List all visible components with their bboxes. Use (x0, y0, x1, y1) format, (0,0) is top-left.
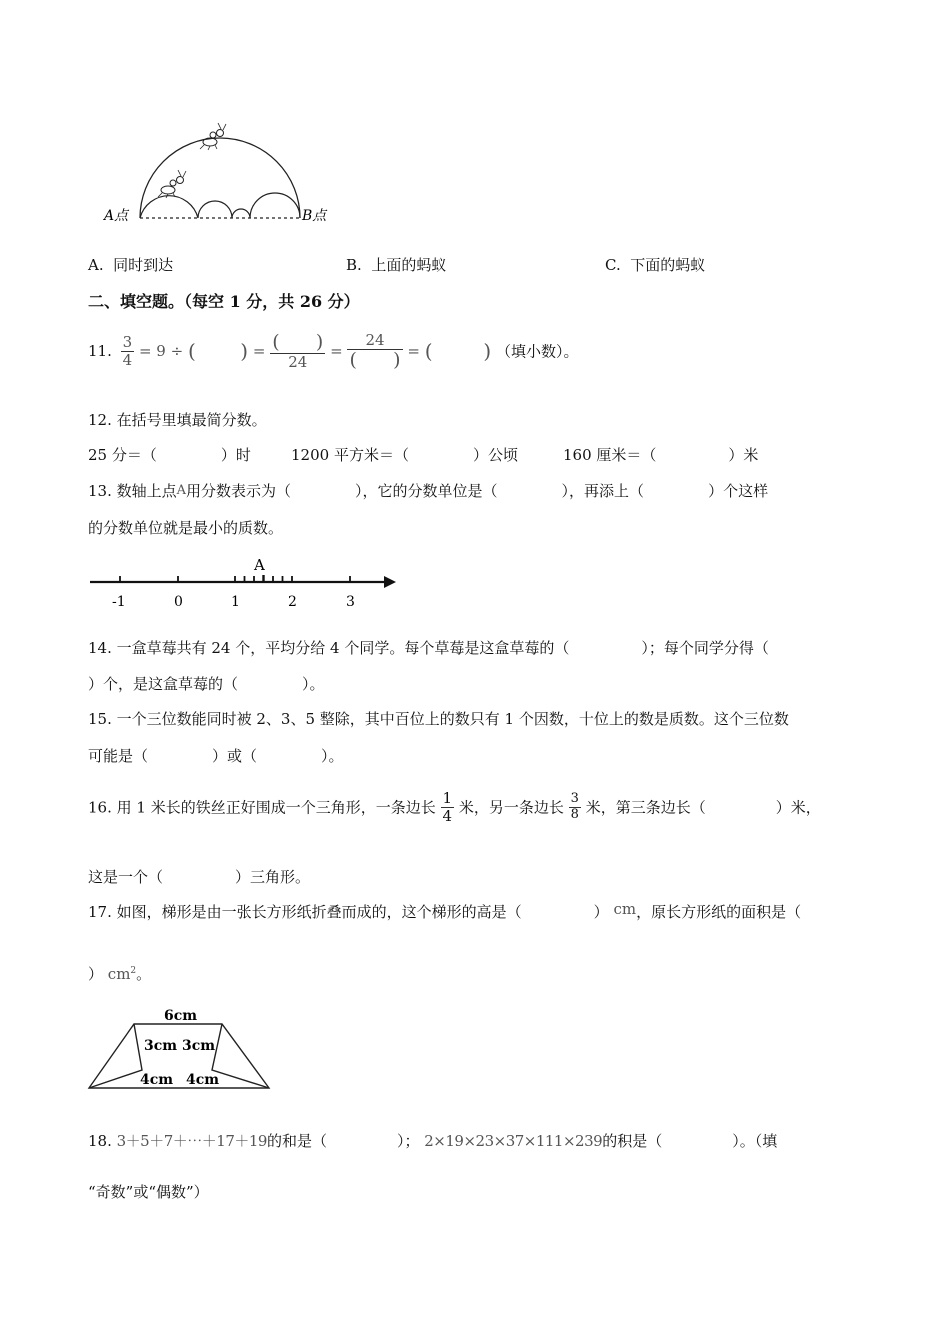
q11-fraction-24-blank: $\frac{24}{( )}$ (349, 331, 401, 371)
q18-line2: “奇数”或“偶数”） (88, 1183, 209, 1201)
q14-line2: ）个，是这盒草莓的（ ）。 (88, 675, 325, 693)
q17-line1: 17. 如图，梯形是由一张长方形纸折叠而成的，这个梯形的高是（ ） cm，原长方形纸的面积是（ (88, 900, 802, 921)
q11-blank-last[interactable]: ( ) (424, 339, 492, 364)
label-mid-left: 3cm (144, 1038, 178, 1054)
q13-line2: 的分数单位就是最小的质数。 (88, 519, 284, 537)
label-mid-right: 3cm (182, 1038, 216, 1054)
large-semicircle (140, 138, 300, 218)
number-line (88, 554, 408, 614)
q13-line1: 13. 数轴上点A用分数表示为（ ），它的分数单位是（ ），再添上（ ）个这样 (88, 482, 769, 500)
q11-suffix: （填小数）。 (495, 342, 579, 361)
q16-fraction-1-4: $\frac{1}{4}$ (442, 789, 453, 825)
label-top: 6cm (164, 1008, 198, 1024)
tick-label: 3 (346, 594, 355, 610)
q14-line1: 14. 一盒草莓共有 24 个，平均分给 4 个同学。每个草莓是这盒草莓的（ ）；每个同学分得（ (88, 639, 769, 657)
option-text: 同时到达 (113, 256, 174, 274)
q17-line2: ） $cm^2$。 (88, 965, 152, 983)
q11-eq2: = (252, 342, 266, 361)
q11-eq4: = (407, 342, 420, 361)
tick-label: 0 (174, 594, 183, 610)
option-text: 上面的蚂蚁 (371, 256, 447, 274)
right-fold (212, 1024, 269, 1088)
option-letter: C. (605, 256, 621, 274)
ant-top-icon (200, 123, 226, 150)
ant-semicircle-figure (100, 118, 340, 228)
q12-line2-b: 1200 平方米＝（ ）公顷 (291, 446, 518, 464)
option-letter: B. (346, 256, 362, 274)
q11-eq1: = 9 ÷ (138, 342, 184, 361)
q16-fraction-3-8: $\frac{3}{8}$ (570, 791, 579, 822)
option-text: 下面的蚂蚁 (630, 256, 706, 274)
option-b (346, 254, 446, 275)
tick-label: 1 (231, 594, 240, 610)
small-arc-3 (232, 209, 250, 218)
q12-title: 12. 在括号里填最简分数。 (88, 411, 267, 429)
option-letter: A. (88, 256, 104, 274)
folded-trapezoid-figure (86, 1004, 276, 1096)
q11-fraction-3-4: $\frac{3}{4}$ (122, 333, 133, 369)
ant-bottom-icon (158, 170, 186, 198)
label-bot-left: 4cm (140, 1072, 174, 1088)
q15-line2: 可能是（ ）或（ ）。 (88, 747, 344, 765)
q18-line1: 18. 3＋5＋7＋⋯＋17＋19的和是（ ）； 2×19×23×37×111×239的积是（ ）。（填 (88, 1132, 778, 1150)
small-arc-4 (250, 193, 300, 218)
q16-line1: 16. 用 1 米长的铁丝正好围成一个三角形，一条边长 $\frac{1}{4}$ 米，另一条边长 $\frac{3}{8}$ 米，第三条边长（ ）米， (88, 789, 821, 825)
q12-line2: 25 分＝（ ）时 (88, 446, 251, 464)
section-title: 二、填空题。（每空 1 分，共 26 分） (88, 292, 360, 311)
axis-arrow-icon (384, 576, 396, 588)
q11-blank-1[interactable]: ( ) (187, 339, 249, 364)
point-a-label: A (254, 556, 265, 574)
q11-number: 11. (88, 342, 112, 361)
option-a (88, 254, 173, 275)
label-b-point: B点 (302, 208, 327, 224)
q11-fraction-blank-24: $\frac{( )}{24}$ (272, 331, 324, 371)
tick-label: -1 (112, 594, 126, 610)
small-arc-2 (198, 201, 232, 218)
left-fold (89, 1024, 142, 1088)
label-bot-right: 4cm (186, 1072, 220, 1088)
question-11 (88, 332, 579, 384)
q16-line2: 这是一个（ ）三角形。 (88, 868, 311, 886)
small-arc-1 (140, 196, 198, 218)
label-a-point: A点 (104, 208, 129, 224)
tick-label: 2 (288, 594, 297, 610)
option-c (605, 254, 705, 275)
q15-line1: 15. 一个三位数能同时被 2、3、5 整除，其中百位上的数只有 1 个因数，十位上的数是质数。这个三位数 (88, 710, 789, 728)
q11-eq3: = (330, 342, 343, 361)
q12-line2-c: 160 厘米＝（ ）米 (563, 446, 759, 464)
